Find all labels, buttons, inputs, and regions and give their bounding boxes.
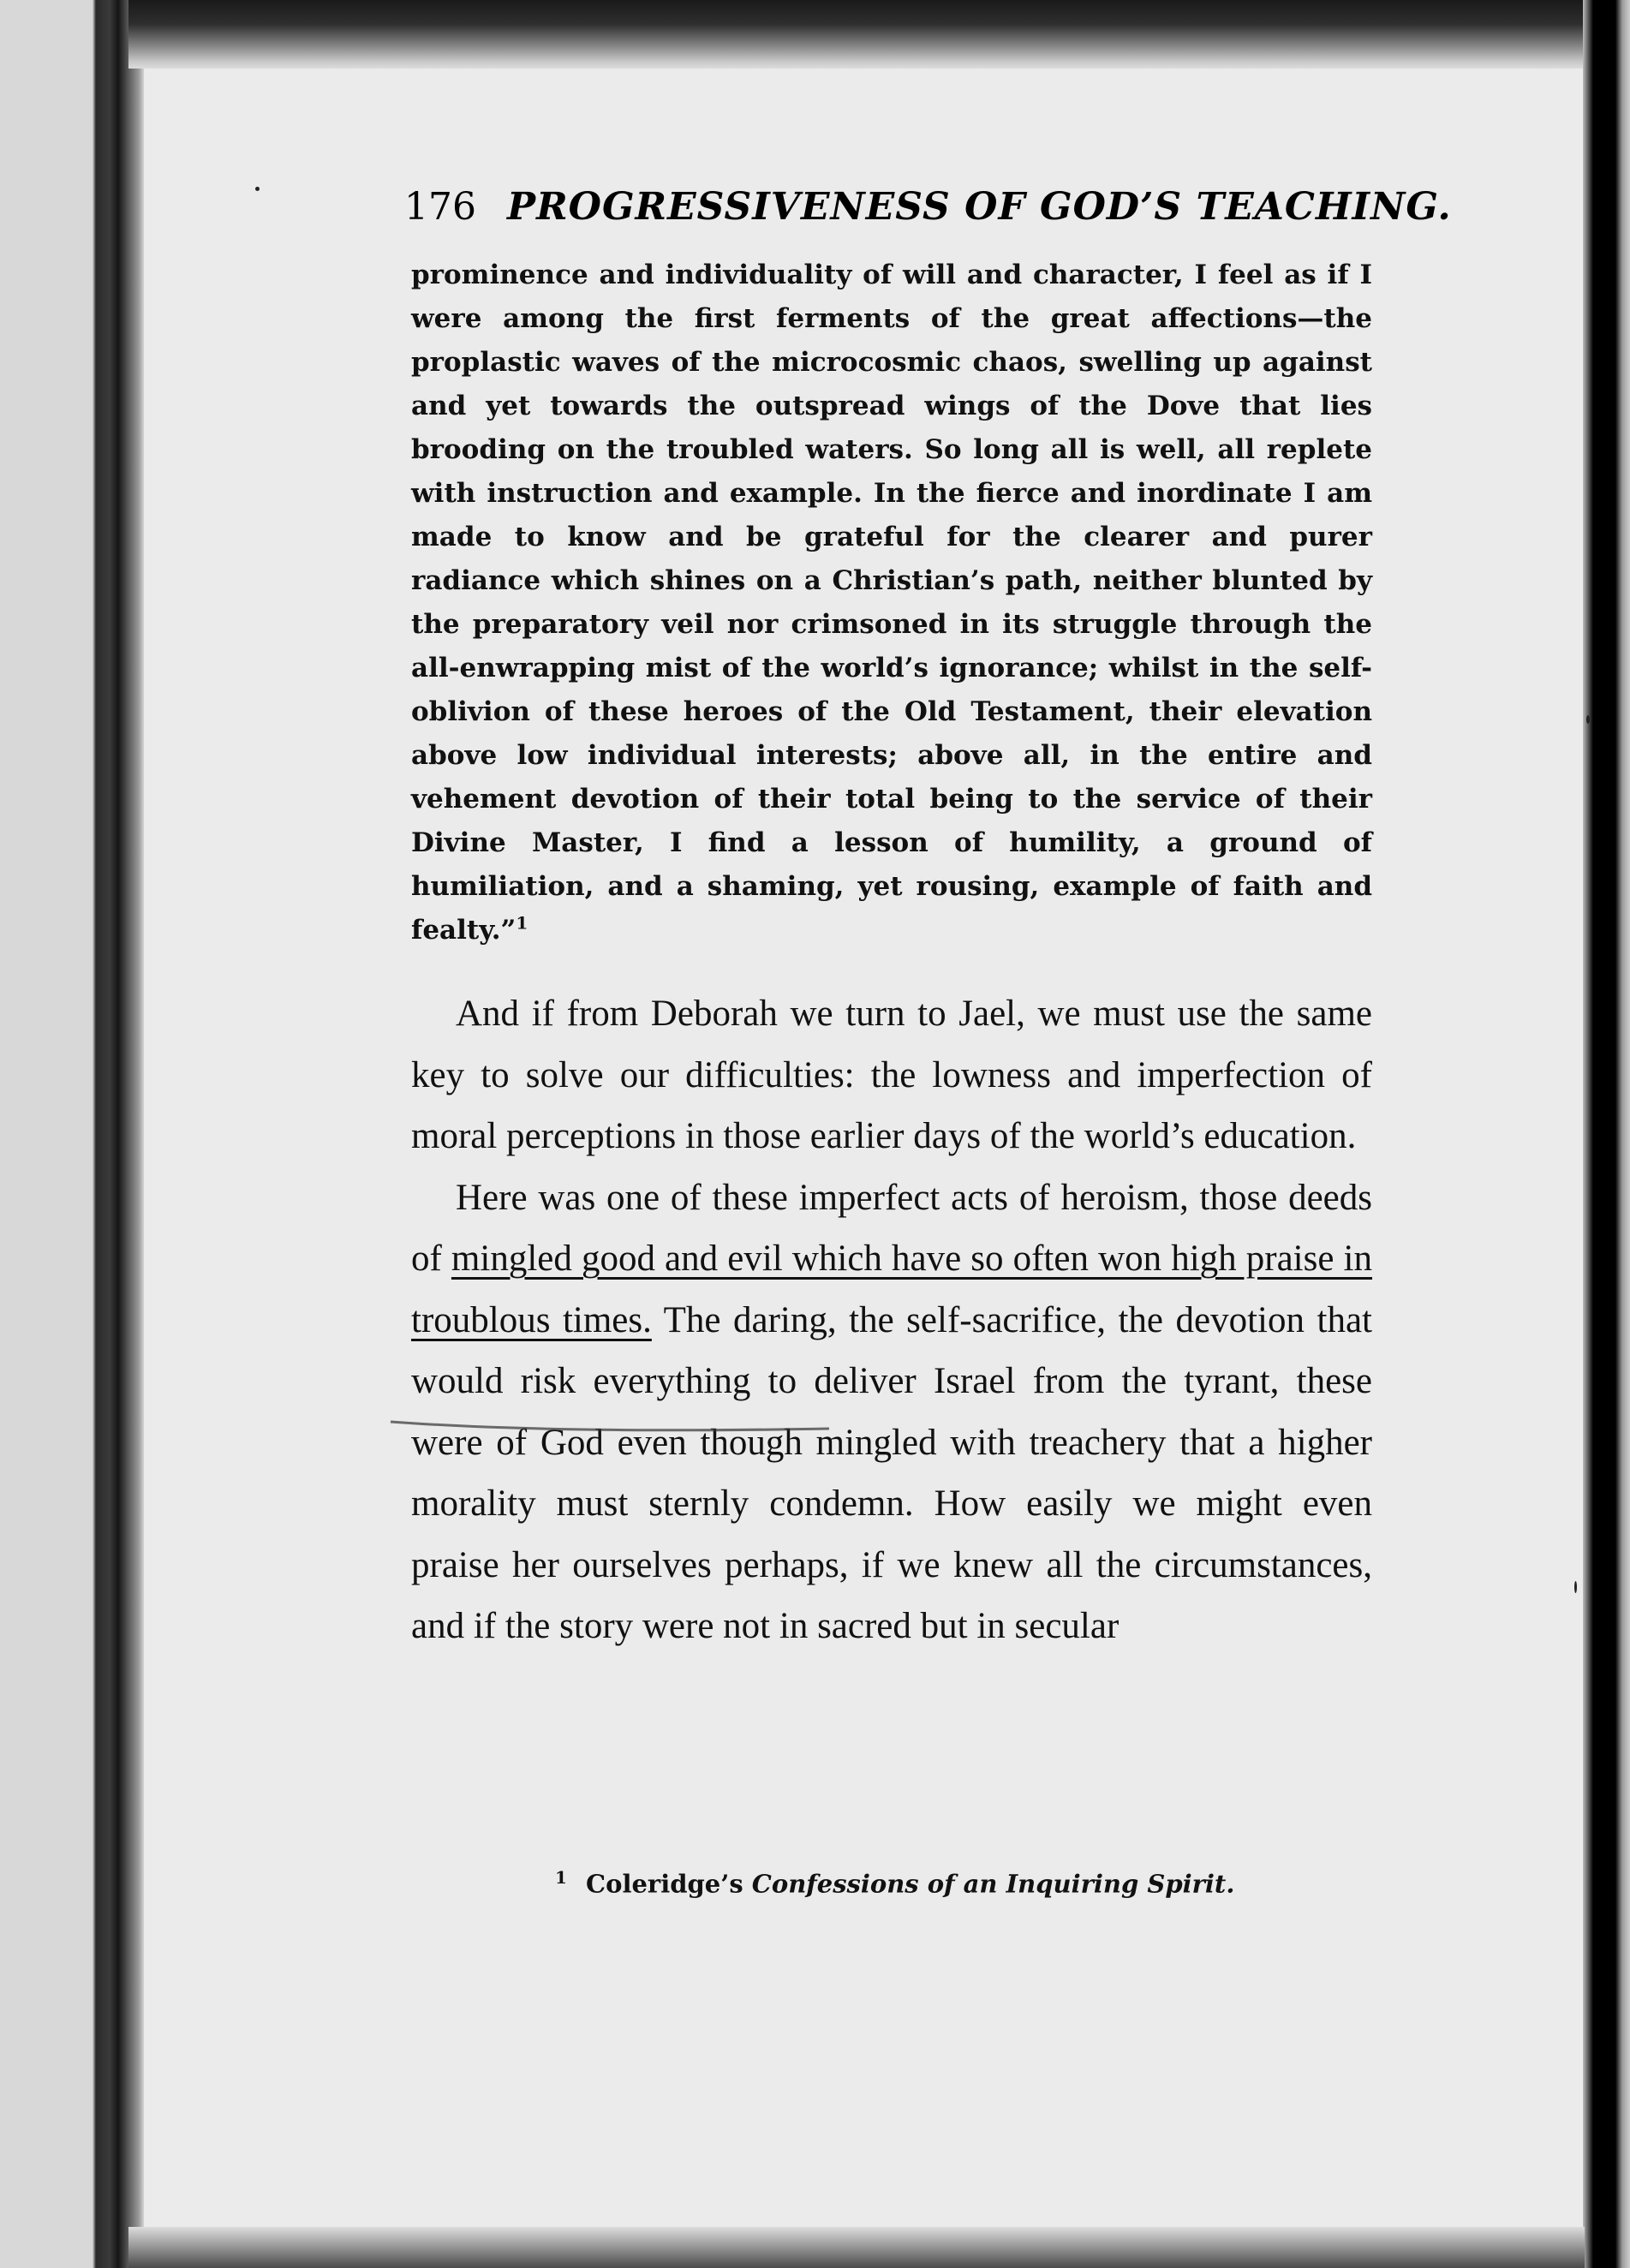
footnote: [555, 1860, 1326, 1901]
paragraph-heroism-end: The daring, the self-sacrifice, the devotion that would risk everything to deliver Israel from the tyrant, these were of God even though mingled with treachery that a higher morality must sternly condemn. How easily we might even praise her ourselves perhaps, if we knew all the circumstances, and if the story were not in sacred but in secular: [411, 1299, 1373, 1646]
footnote-marker: 1: [555, 1867, 567, 1888]
quotation-text: prominence and individuality of will and character, I feel as if I were among the first ferments of the great affections—the proplastic waves of the microcosmic chaos, swelling up against and yet towards the outspread wings of the Dove that lies brooding on the troubled waters. So long all is well, all replete with instruction and example. In the fierce and inordinate I am made to know and be grateful for the clearer and purer radiance which shines on a Christian’s path, neither blunted by the preparatory veil nor crimsoned in its struggle through the all-enwrapping mist of the world’s ignorance; whilst in the self-oblivion of these heroes of the Old Testament, their elevation above low individual interests; above all, in the entire and vehement devotion of their total being to the service of their Divine Master, I find a lesson of humility, a ground of humiliation, and a shaming, yet rousing, example of faith and fealty.”: [411, 260, 1372, 946]
dust-speck: [1586, 715, 1590, 724]
running-title: PROGRESSIVENESS OF GOD’S TEACHING.: [506, 185, 1452, 229]
pen-underlined-phrase: mingled good and evil which have so often won high praise in troublous times.: [411, 1238, 1372, 1340]
dust-speck: [255, 187, 260, 191]
paragraph-deborah-jael: And if from Deborah we turn to Jael, we must use the same key to solve our difficulties: the lowness and imperfection of moral perceptions in those earlier days of the world’s education.: [411, 994, 1372, 1156]
footnote-reference: 1: [516, 912, 528, 934]
paragraph-heroism-start: Here was one of these imperfect acts of heroism, those deeds of: [411, 1177, 1372, 1279]
page-number: 176: [404, 185, 476, 229]
running-header: [404, 183, 1452, 231]
footnote-author: Coleridge’s: [586, 1869, 743, 1899]
block-quotation: [411, 254, 1372, 952]
footnote-work-title: Confessions of an Inquiring Spirit.: [751, 1869, 1235, 1899]
body-text: [411, 983, 1372, 1657]
scan-bottom-edge: [128, 2227, 1585, 2268]
scan-left-edge: [0, 0, 144, 2268]
pen-underline-stroke: [384, 1384, 1394, 1444]
scan-top-edge: [128, 0, 1602, 69]
scan-right-edge: [1583, 0, 1630, 2268]
dust-speck: [1574, 1581, 1577, 1593]
